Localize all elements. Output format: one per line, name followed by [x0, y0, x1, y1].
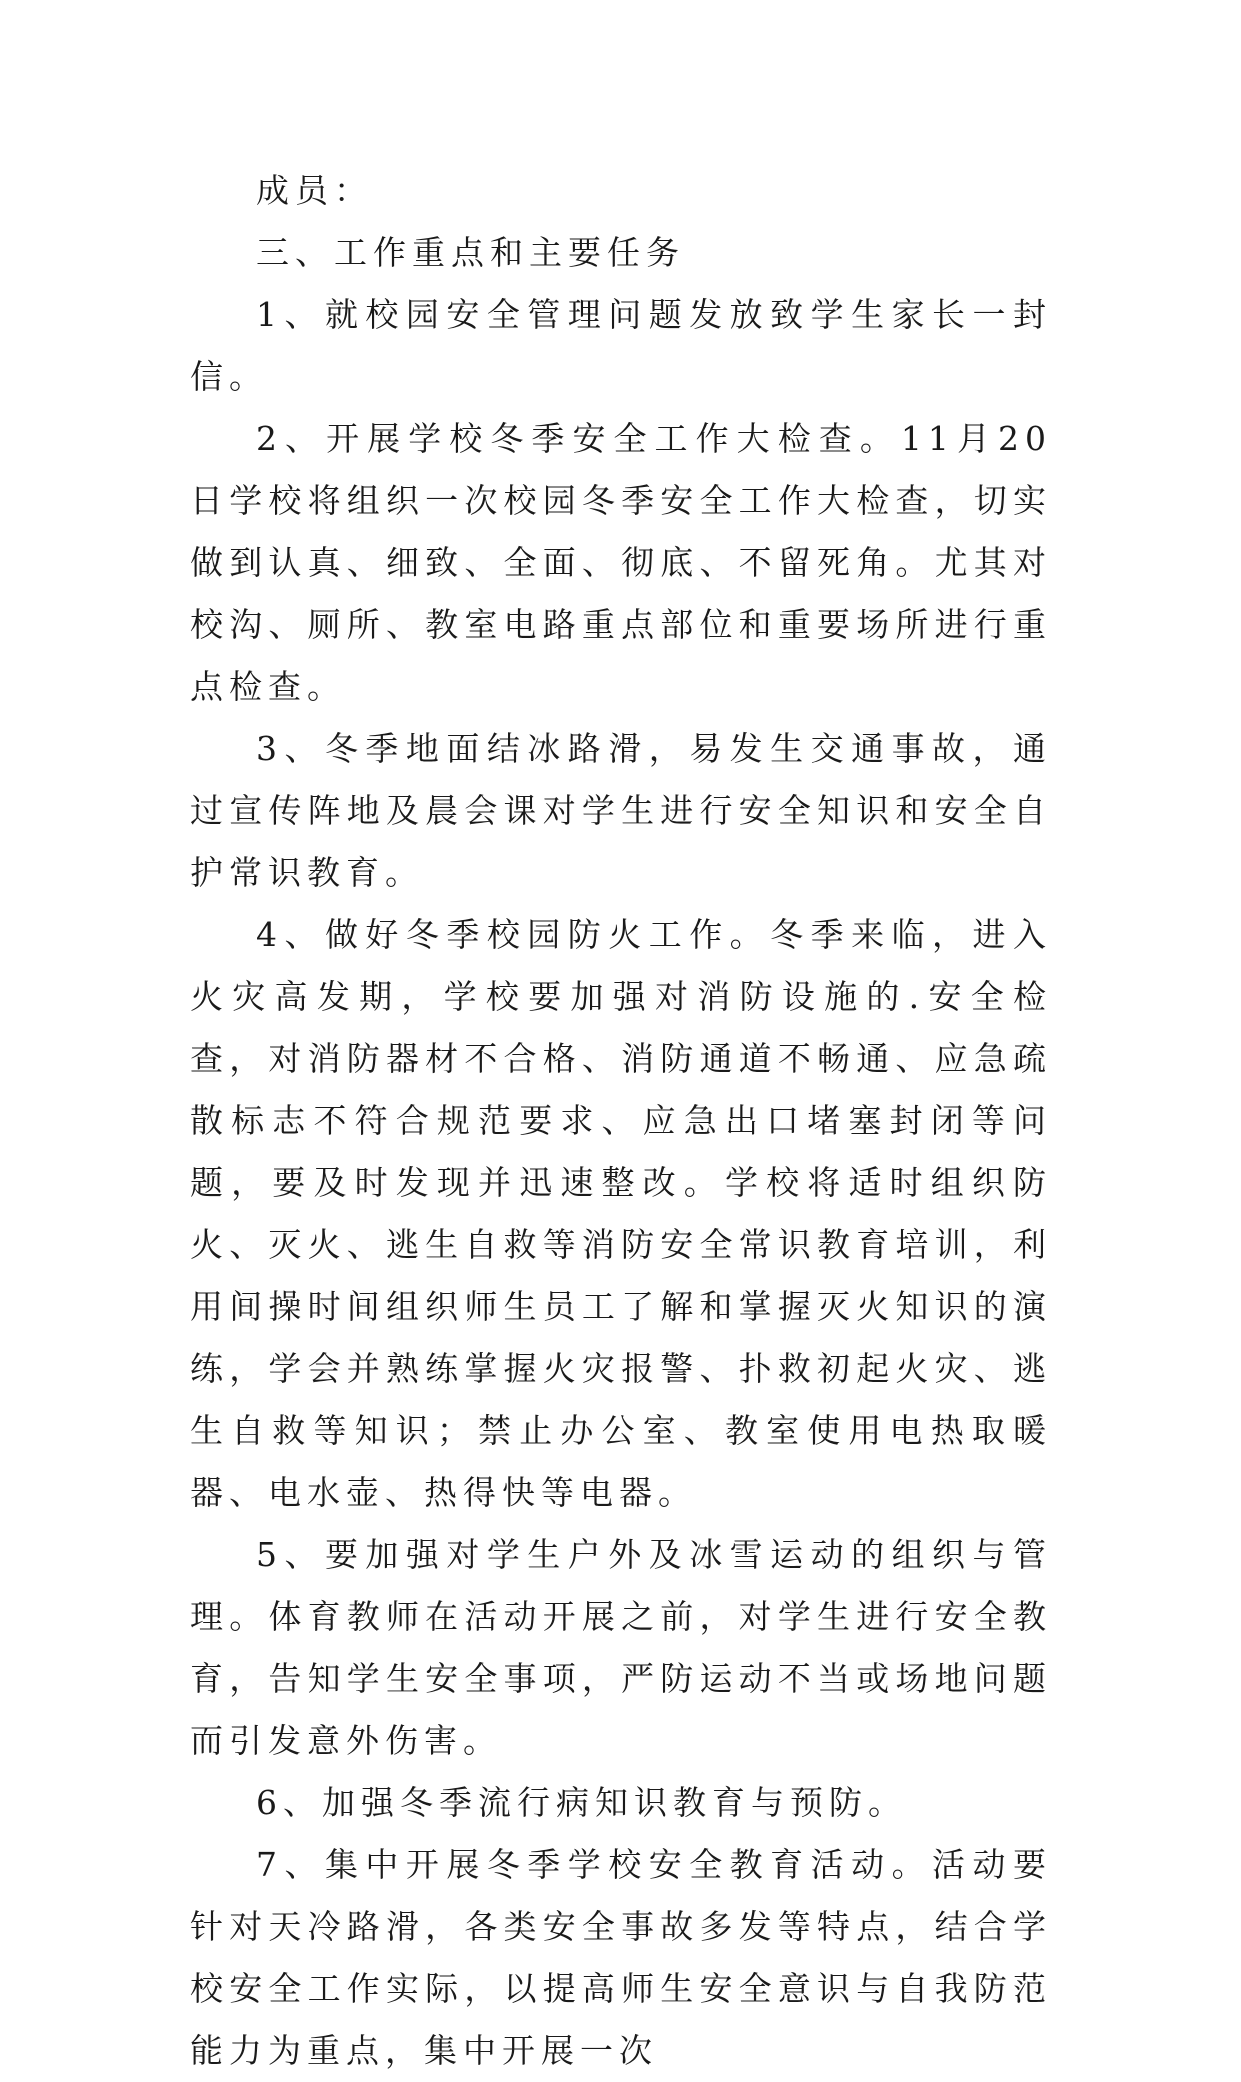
paragraph-item-2: 2、开展学校冬季安全工作大检查。11月20日学校将组织一次校园冬季安全工作大检查，切实做到认真、细致、全面、彻底、不留死角。尤其对校沟、厕所、教室电路重点部位和重要场所进行重点检查。 — [190, 419, 1052, 706]
paragraph-members: 成员： — [256, 171, 373, 210]
paragraph-item-4: 4、做好冬季校园防火工作。冬季来临，进入火灾高发期，学校要加强对消防设施的.安全检查，对消防器材不合格、消防通道不畅通、应急疏散标志不符合规范要求、应急出口堵塞封闭等问题，要及时发现并迅速整改。学校将适时组织防火、灭火、逃生自救等消防安全常识教育培训，利用间操时间组织师生员工了解和掌握灭火知识的演练，学会并熟练掌握火灾报警、扑救初起火灾、逃生自救等知识；禁止办公室、教室使用电热取暖器、电水壶、热得快等电器。 — [190, 915, 1052, 1512]
paragraph-item-1: 1、就校园安全管理问题发放致学生家长一封信。 — [190, 295, 1052, 396]
paragraph-item-3: 3、冬季地面结冰路滑，易发生交通事故，通过宣传阵地及晨会课对学生进行安全知识和安全自护常识教育。 — [190, 729, 1052, 892]
paragraph-item-5: 5、要加强对学生户外及冰雪运动的组织与管理。体育教师在活动开展之前，对学生进行安全教育，告知学生安全事项，严防运动不当或场地问题而引发意外伤害。 — [190, 1535, 1052, 1760]
document-body — [190, 160, 1052, 2082]
paragraph-item-6: 6、加强冬季流行病知识教育与预防。 — [256, 1783, 907, 1822]
paragraph-item-7: 7、集中开展冬季学校安全教育活动。活动要针对天冷路滑，各类安全事故多发等特点，结合学校安全工作实际，以提高师生安全意识与自我防范能力为重点，集中开展一次 — [190, 1845, 1052, 2070]
section-heading-tasks: 三、工作重点和主要任务 — [256, 233, 685, 272]
